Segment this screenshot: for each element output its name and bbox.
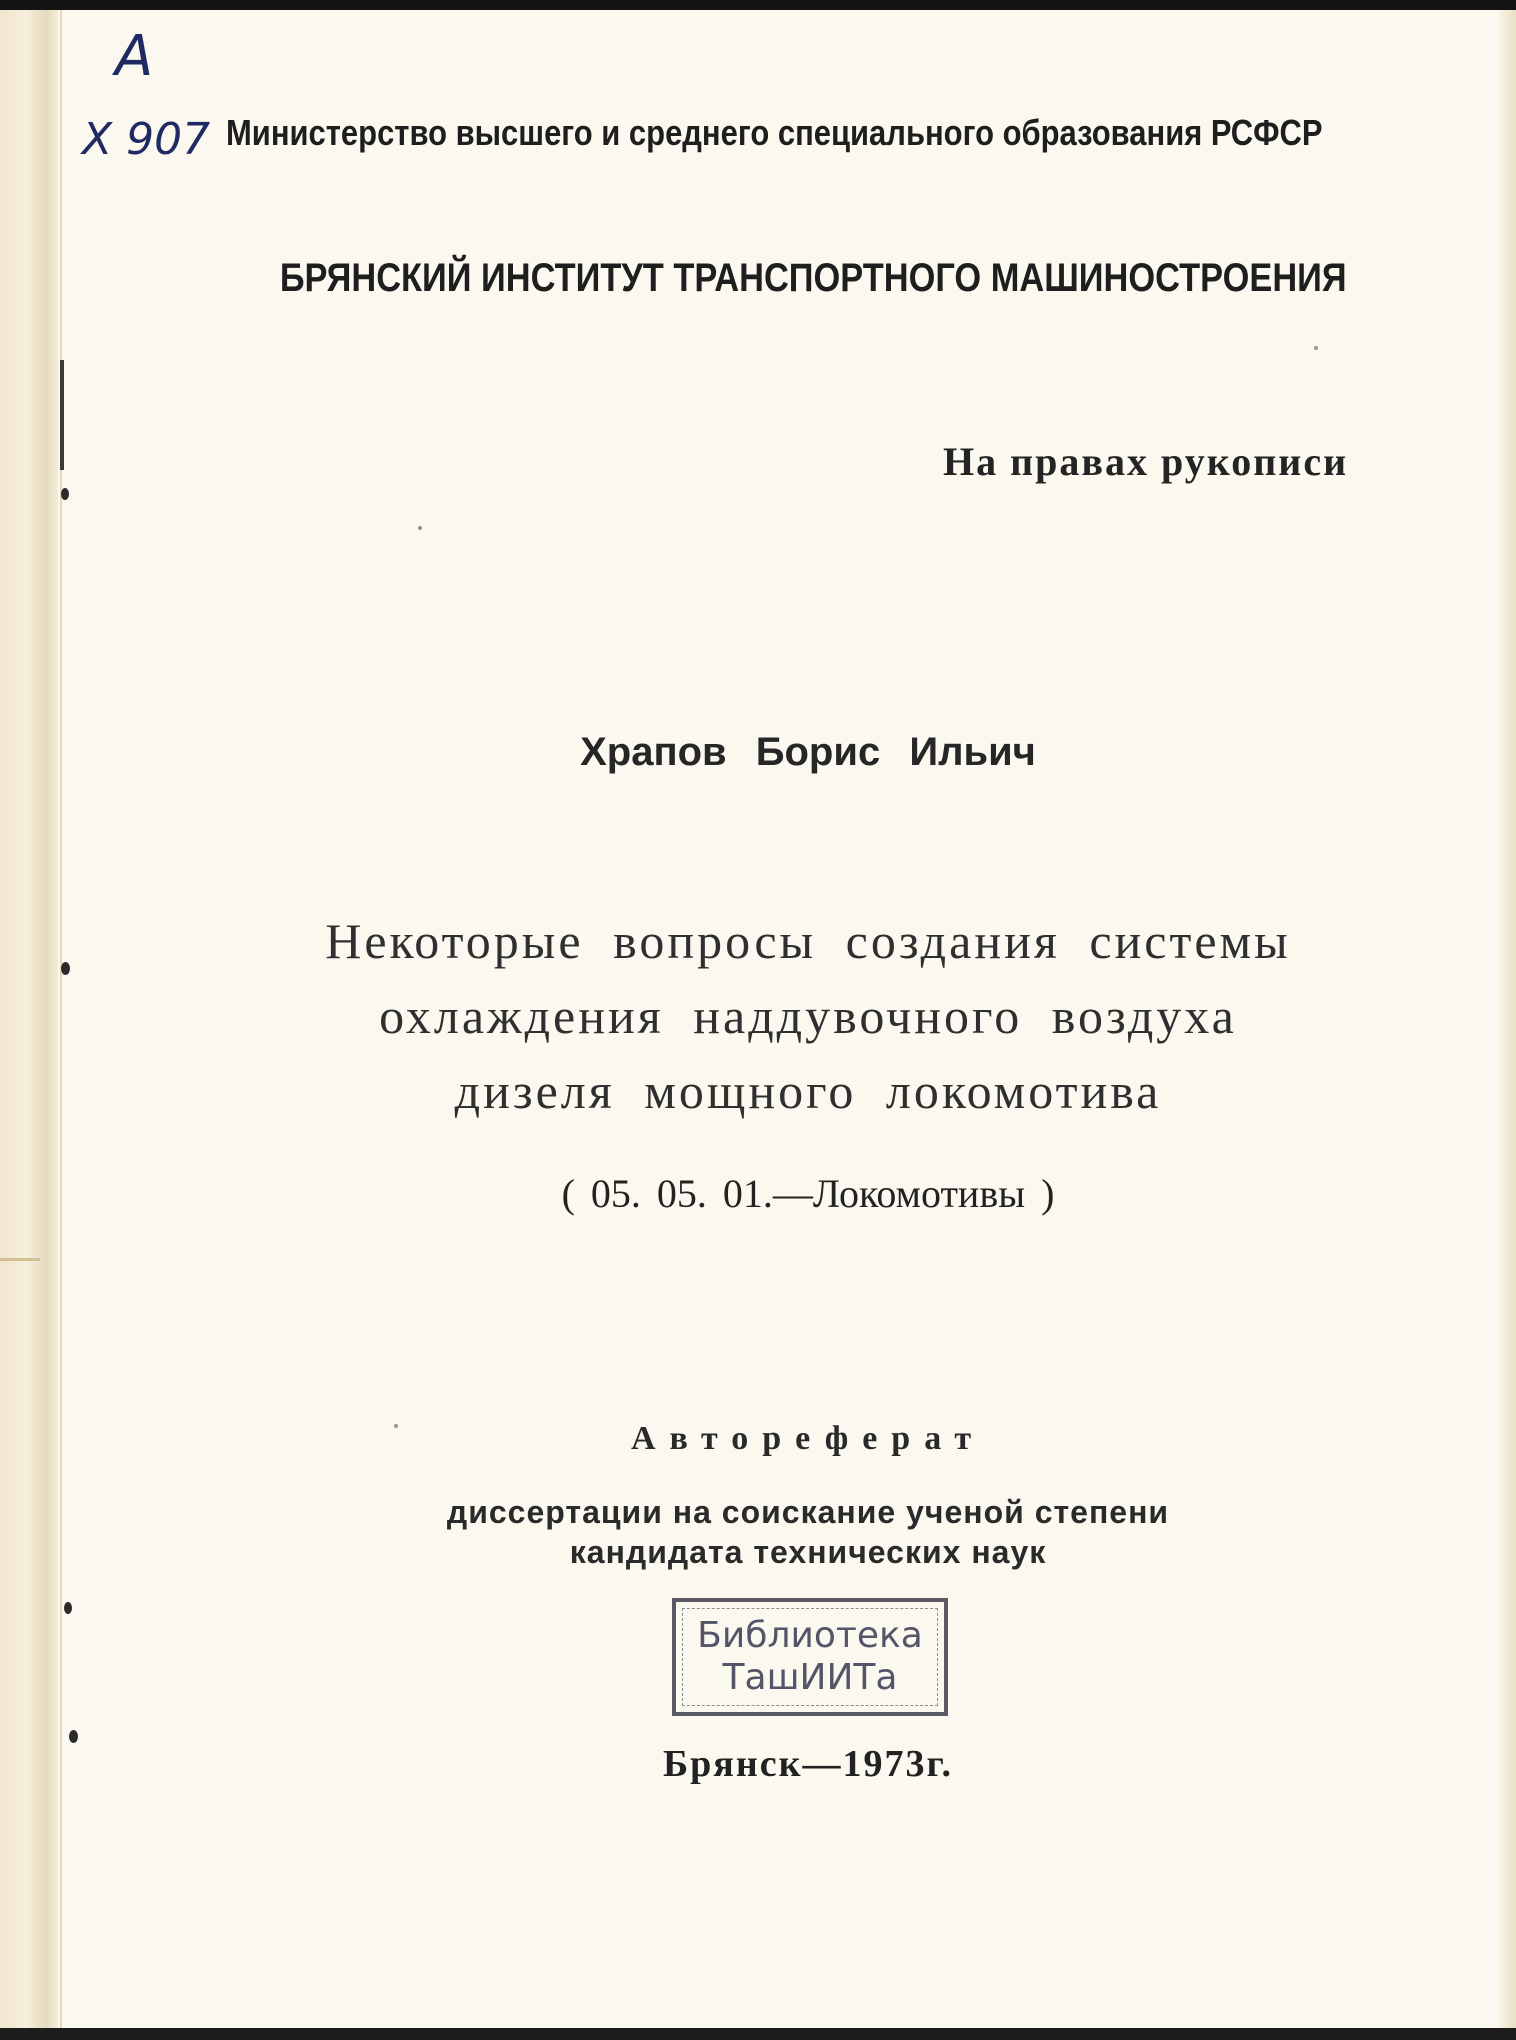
specialty-code: ( 05. 05. 01.—Локомотивы ) — [561, 1171, 1055, 1216]
place-and-year: Брянск—1973г. — [663, 1743, 953, 1785]
library-stamp — [672, 1598, 948, 1716]
margin-tick-mark — [60, 360, 64, 470]
paper-speck — [418, 526, 422, 530]
title-line: дизеля мощного локомотива — [454, 1063, 1162, 1119]
margin-crease — [0, 1258, 40, 1261]
institute-name: БРЯНСКИЙ ИНСТИТУТ ТРАНСПОРТНОГО МАШИНОСТРОЕНИЯ — [279, 256, 1347, 300]
degree-line: диссертации на соискание ученой степени — [446, 1494, 1170, 1530]
scan-top-edge — [0, 0, 1516, 10]
margin-dot-mark — [64, 1602, 72, 1614]
dissertation-title — [0, 904, 1516, 1129]
stamp-institution-label: ТашИИТа — [722, 1657, 898, 1698]
title-line: Некоторые вопросы создания системы — [325, 913, 1291, 969]
document-type: Автореферат — [630, 1420, 986, 1457]
author-name: Храпов Борис Ильич — [580, 730, 1036, 774]
title-line: охлаждения наддувочного воздуха — [379, 988, 1237, 1044]
paper-speck — [1314, 346, 1318, 350]
ministry-heading: Министерство высшего и среднего специального образования РСФСР — [226, 112, 1323, 153]
handwritten-letter: А — [115, 24, 154, 89]
stamp-library-label: Библиотека — [697, 1615, 923, 1656]
margin-dot-mark — [61, 488, 69, 500]
degree-line: кандидата технических наук — [569, 1534, 1047, 1570]
scan-bottom-edge — [0, 2028, 1516, 2040]
handwritten-catalog-code: Х 907 — [82, 114, 211, 165]
institute-heading — [0, 256, 1516, 301]
degree-description — [0, 1492, 1516, 1572]
rights-notice: На правах рукописи — [943, 439, 1349, 484]
